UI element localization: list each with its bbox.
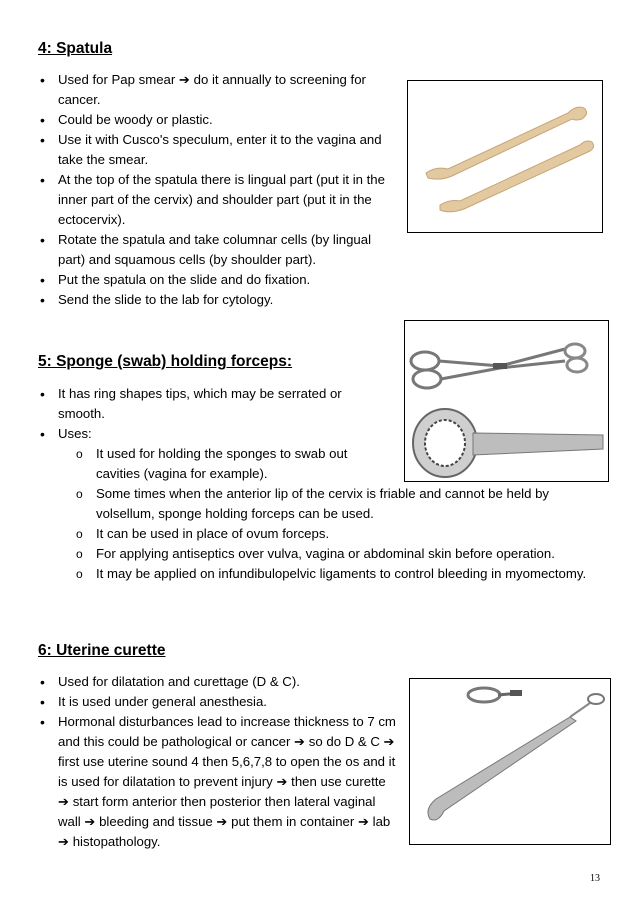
list-item: • Rotate the spatula and take columnar cells (by lingual part) and squamous cells (by shoulder part).: [38, 230, 400, 270]
list-item: • It has ring shapes tips, which may be serrated or smooth.: [38, 384, 358, 424]
list-item: • Used for dilatation and curettage (D & C).: [38, 672, 396, 692]
list-item: • Put the spatula on the slide and do fixation.: [38, 270, 400, 290]
sponge-forceps-image: [404, 320, 609, 482]
list-item: • Used for Pap smear ➔ do it annually to screening for cancer.: [38, 70, 400, 110]
sponge-forceps-illustration: [405, 321, 608, 481]
list-item: • Hormonal disturbances lead to increase thickness to 7 cm and this could be pathological or cancer ➔ so do D & C ➔ first use uterine sound 4 then 5,6,7,8 to open the os and it is used for dilatation to prevent injury ➔ then use curette ➔ start form anterior then posterior then lateral vaginal wall ➔ bleeding and tissue ➔ put them in container ➔ lab ➔ histopathology.: [38, 712, 396, 852]
uterine-curette-bullet-list: [38, 672, 396, 852]
uterine-curette-image: [409, 678, 611, 845]
section-heading-uterine-curette: 6: Uterine curette: [38, 642, 166, 659]
sub-list-item: o Some times when the anterior lip of the cervix is friable and cannot be held by volsellum, sponge holding forceps can be used.: [58, 484, 598, 524]
section-heading-spatula: 4: Spatula: [38, 40, 113, 57]
list-item: • Send the slide to the lab for cytology.: [38, 290, 400, 310]
spatula-image: [407, 80, 603, 233]
spatula-bullet-list: [38, 70, 400, 310]
uses-label: Uses:: [58, 426, 92, 441]
list-item: • Use it with Cusco's speculum, enter it to the vagina and take the smear.: [38, 130, 400, 170]
sub-list-item: o It used for holding the sponges to swab out cavities (vagina for example).: [58, 444, 386, 484]
list-item: • At the top of the spatula there is lingual part (put it in the inner part of the cervix) and shoulder part (put it in the ectocervix).: [38, 170, 400, 230]
list-item: • Could be woody or plastic.: [38, 110, 400, 130]
uterine-curette-illustration: [410, 679, 610, 844]
list-item: • It is used under general anesthesia.: [38, 692, 396, 712]
page-number: 13: [590, 873, 600, 884]
section-heading-sponge-forceps: 5: Sponge (swab) holding forceps:: [38, 353, 293, 370]
sub-list-item: o For applying antiseptics over vulva, vagina or abdominal skin before operation.: [58, 544, 598, 564]
sub-list-item: o It may be applied on infundibulopelvic ligaments to control bleeding in myomectomy.: [58, 564, 598, 584]
spatula-illustration: [408, 81, 602, 232]
sub-list-item: o It can be used in place of ovum forceps.: [58, 524, 598, 544]
